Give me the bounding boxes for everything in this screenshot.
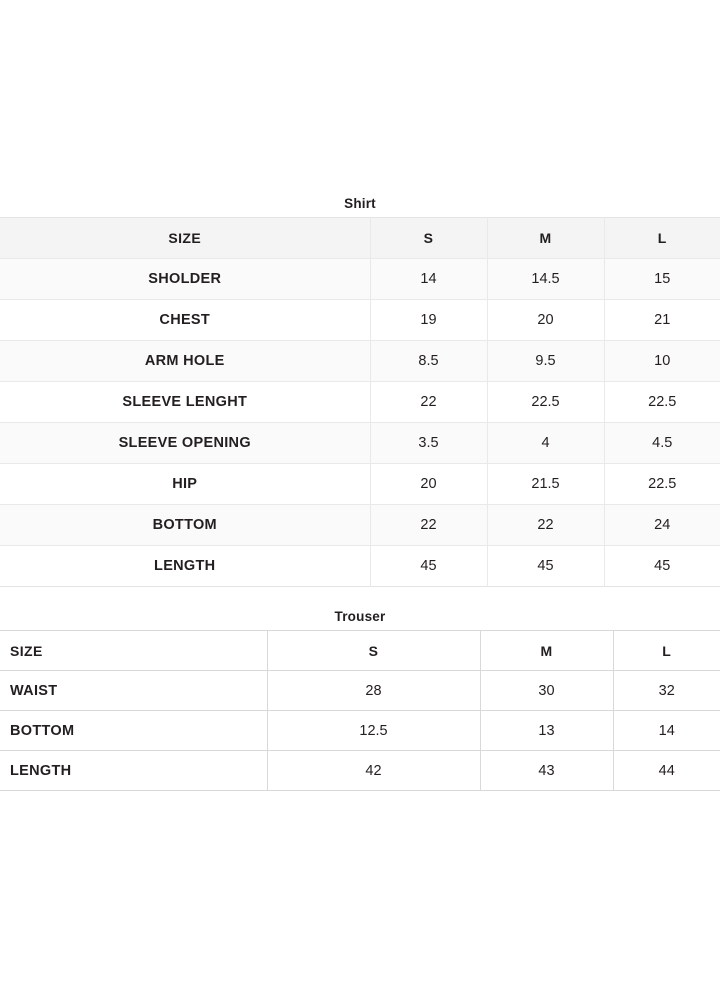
column-header-l: L xyxy=(604,218,720,259)
cell-l: 32 xyxy=(613,671,720,711)
table-header-row xyxy=(0,631,720,671)
cell-l: 22.5 xyxy=(604,382,720,423)
row-label: HIP xyxy=(0,464,370,505)
row-label: SLEEVE LENGHT xyxy=(0,382,370,423)
cell-s: 28 xyxy=(267,671,480,711)
cell-l: 21 xyxy=(604,300,720,341)
table-row xyxy=(0,382,720,423)
cell-m: 9.5 xyxy=(487,341,604,382)
row-label: WAIST xyxy=(0,671,267,711)
table-row xyxy=(0,505,720,546)
cell-s: 8.5 xyxy=(370,341,487,382)
column-header-l: L xyxy=(613,631,720,671)
cell-l: 14 xyxy=(613,711,720,751)
top-spacer xyxy=(0,0,720,196)
row-label: SHOLDER xyxy=(0,259,370,300)
table-row xyxy=(0,671,720,711)
cell-s: 14 xyxy=(370,259,487,300)
cell-m: 30 xyxy=(480,671,613,711)
row-label: LENGTH xyxy=(0,751,267,791)
cell-l: 15 xyxy=(604,259,720,300)
cell-m: 14.5 xyxy=(487,259,604,300)
column-header-size: SIZE xyxy=(0,631,267,671)
table-row xyxy=(0,423,720,464)
cell-l: 45 xyxy=(604,546,720,587)
cell-s: 45 xyxy=(370,546,487,587)
cell-m: 22.5 xyxy=(487,382,604,423)
cell-l: 10 xyxy=(604,341,720,382)
cell-s: 3.5 xyxy=(370,423,487,464)
column-header-m: M xyxy=(480,631,613,671)
row-label: BOTTOM xyxy=(0,505,370,546)
row-label: CHEST xyxy=(0,300,370,341)
table-row xyxy=(0,546,720,587)
shirt-size-table xyxy=(0,217,720,587)
cell-s: 22 xyxy=(370,382,487,423)
cell-l: 44 xyxy=(613,751,720,791)
column-header-s: S xyxy=(370,218,487,259)
trouser-size-table xyxy=(0,630,720,791)
cell-m: 45 xyxy=(487,546,604,587)
shirt-section xyxy=(0,196,720,587)
cell-l: 22.5 xyxy=(604,464,720,505)
table-header-row xyxy=(0,218,720,259)
table-row xyxy=(0,300,720,341)
row-label: BOTTOM xyxy=(0,711,267,751)
cell-m: 22 xyxy=(487,505,604,546)
shirt-title: Shirt xyxy=(344,196,376,211)
table-row xyxy=(0,259,720,300)
row-label: LENGTH xyxy=(0,546,370,587)
cell-s: 20 xyxy=(370,464,487,505)
cell-s: 19 xyxy=(370,300,487,341)
column-header-m: M xyxy=(487,218,604,259)
table-row xyxy=(0,341,720,382)
trouser-section xyxy=(0,609,720,791)
row-label: SLEEVE OPENING xyxy=(0,423,370,464)
cell-s: 12.5 xyxy=(267,711,480,751)
cell-l: 24 xyxy=(604,505,720,546)
cell-s: 42 xyxy=(267,751,480,791)
table-row xyxy=(0,464,720,505)
cell-m: 43 xyxy=(480,751,613,791)
table-row xyxy=(0,711,720,751)
row-label: ARM HOLE xyxy=(0,341,370,382)
cell-s: 22 xyxy=(370,505,487,546)
column-header-s: S xyxy=(267,631,480,671)
cell-m: 20 xyxy=(487,300,604,341)
cell-m: 13 xyxy=(480,711,613,751)
trouser-title: Trouser xyxy=(334,609,386,624)
column-header-size: SIZE xyxy=(0,218,370,259)
cell-l: 4.5 xyxy=(604,423,720,464)
cell-m: 4 xyxy=(487,423,604,464)
table-row xyxy=(0,751,720,791)
cell-m: 21.5 xyxy=(487,464,604,505)
